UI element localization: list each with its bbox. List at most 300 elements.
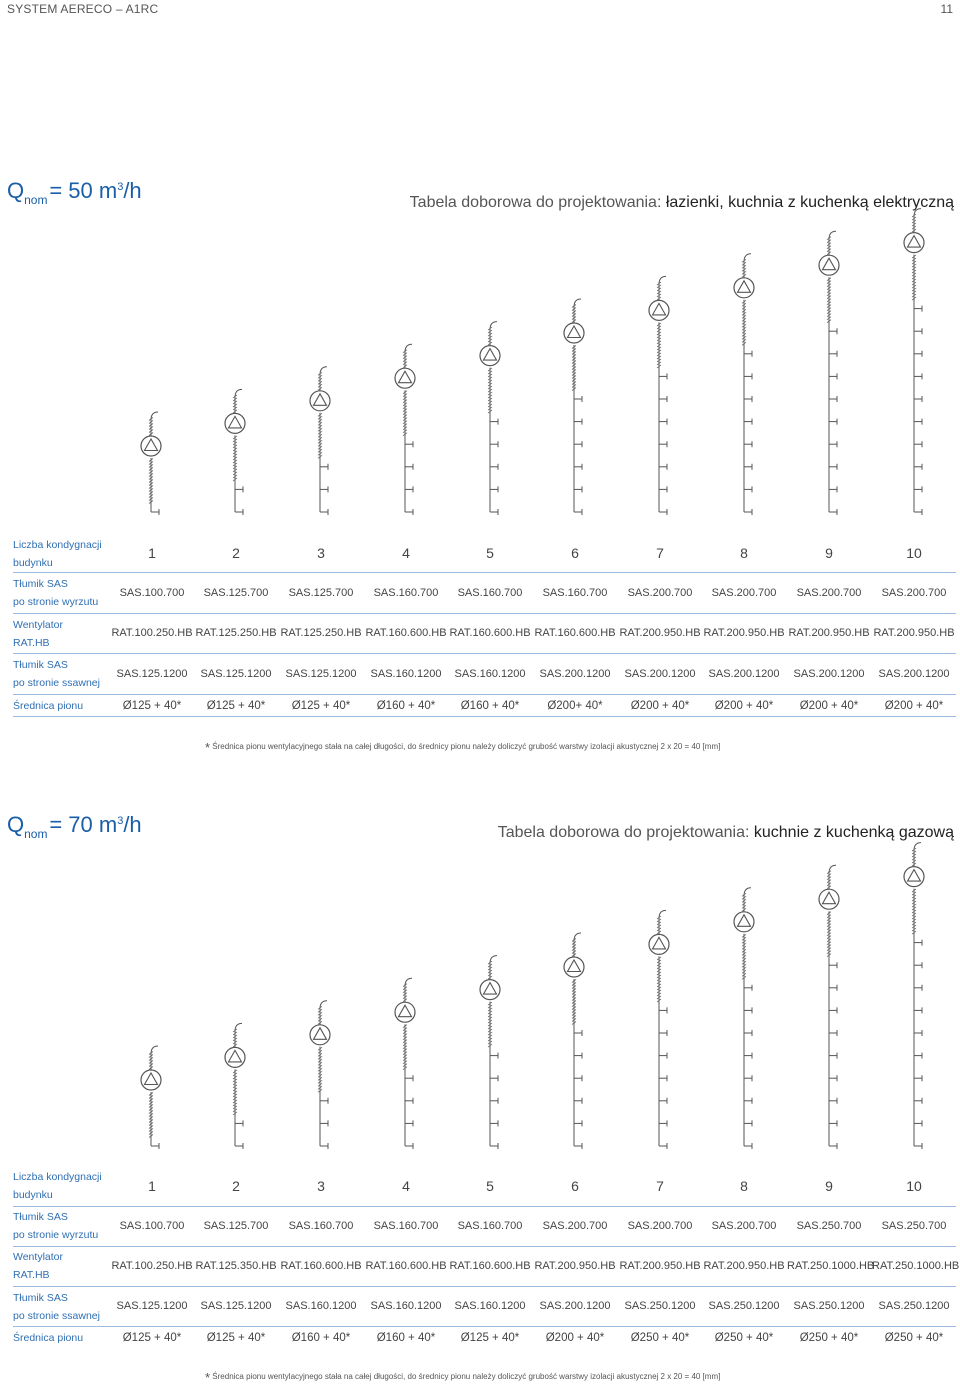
discharge-silencer-symbol (912, 843, 921, 867)
floor-count: 7 (656, 545, 664, 561)
divider (13, 1286, 956, 1287)
sas-in-cell: SAS.250.1200 (878, 1300, 950, 1312)
fan-symbol (904, 233, 924, 253)
floor-tick (744, 373, 752, 379)
floor-tick (659, 396, 667, 402)
riser-10 (904, 843, 924, 1149)
q-unit: /h (123, 178, 142, 203)
floor-tick (829, 464, 837, 470)
fan-cell: RAT.160.600.HB (449, 627, 531, 639)
floor-tick (829, 1053, 837, 1059)
diameter-cell: Ø200 + 40* (714, 700, 774, 712)
title-prefix: Tabela doborowa do projektowania: (409, 194, 666, 211)
floor-tick (914, 1007, 922, 1013)
footnote-text: Średnica pionu wentylacyjnego stała na całej długości, do średnicy pionu należy doliczyć grubość warstwy izolacji akustycznej 2 x 20 = 40 [mm] (212, 742, 721, 751)
fan-symbol (564, 323, 584, 343)
floor-tick (914, 1098, 922, 1104)
fan-symbol (395, 1002, 415, 1022)
fan-cell: RAT.100.250.HB (111, 1260, 193, 1272)
fan-cell: RAT.200.950.HB (534, 1260, 616, 1272)
floor-tick (320, 509, 328, 515)
label-line: po stronie ssawnej (13, 677, 100, 689)
diameter-cell: Ø125 + 40* (206, 700, 266, 712)
floor-count: 8 (740, 545, 748, 561)
floor-tick (744, 486, 752, 492)
diameter-cell: Ø160 + 40* (291, 1332, 351, 1344)
discharge-silencer-symbol (149, 412, 158, 436)
floor-tick (405, 1098, 413, 1104)
floor-tick (235, 509, 243, 515)
title-prefix: Tabela doborowa do projektowania: (497, 824, 754, 841)
discharge-silencer-symbol (827, 865, 836, 889)
sas-in-cell: SAS.160.1200 (454, 668, 526, 680)
sas-in-cell: SAS.125.1200 (200, 1300, 272, 1312)
label-line: Tłumik SAS (13, 578, 68, 590)
floor-count: 8 (740, 1178, 748, 1194)
fan-symbol (819, 889, 839, 909)
floor-tick (829, 328, 837, 334)
sas-out-cell: SAS.125.700 (203, 587, 269, 599)
floor-tick (659, 1007, 667, 1013)
floor-tick (744, 1098, 752, 1104)
discharge-silencer-symbol (827, 231, 836, 255)
label-line: budynku (13, 557, 53, 569)
floor-tick (151, 509, 159, 515)
q-subscript: nom (24, 193, 48, 207)
floor-tick (744, 441, 752, 447)
floor-tick (829, 419, 837, 425)
floor-count: 6 (571, 1178, 579, 1194)
discharge-silencer-symbol (233, 389, 242, 413)
sas-out-cell: SAS.200.700 (881, 587, 947, 599)
fan-cell: RAT.125.250.HB (280, 627, 362, 639)
page-number: 11 (940, 2, 953, 16)
footnote-text: Średnica pionu wentylacyjnego stała na całej długości, do średnicy pionu należy doliczyć grubość warstwy izolacji akustycznej 2 x 20 = 40 [mm] (212, 1372, 721, 1381)
floor-tick (914, 1120, 922, 1126)
sas-out-cell: SAS.200.700 (627, 587, 693, 599)
sas-out-cell: SAS.160.700 (288, 1220, 354, 1232)
floor-tick (490, 1120, 498, 1126)
label-line: Liczba kondygnacji (13, 1171, 102, 1183)
diameter-cell: Ø125 + 40* (122, 700, 182, 712)
floor-tick (405, 1143, 413, 1149)
floor-tick (659, 486, 667, 492)
diameter-cell: Ø200 + 40* (799, 700, 859, 712)
label-floors (13, 536, 102, 572)
fan-symbol (480, 346, 500, 366)
discharge-silencer-symbol (912, 209, 921, 233)
floor-tick (744, 1120, 752, 1126)
diameter-cell: Ø200 + 40* (630, 700, 690, 712)
divider (13, 1246, 956, 1247)
sas-out-cell: SAS.200.700 (711, 1220, 777, 1232)
divider (13, 572, 956, 573)
label-diameter: Średnica pionu (13, 700, 84, 712)
fan-symbol (310, 1025, 330, 1045)
sas-in-cell: SAS.200.1200 (539, 1300, 611, 1312)
floor-tick (914, 985, 922, 991)
floor-tick (829, 1098, 837, 1104)
riser-6 (564, 299, 584, 515)
diameter-cell: Ø160 + 40* (376, 1332, 436, 1344)
sas-in-cell: SAS.200.1200 (708, 668, 780, 680)
floor-tick (914, 1143, 922, 1149)
floor-tick (744, 464, 752, 470)
sas-out-cell: SAS.160.700 (457, 587, 523, 599)
floor-tick (490, 1143, 498, 1149)
sas-out-cell: SAS.125.700 (288, 587, 354, 599)
floor-tick (574, 1030, 582, 1036)
title-emphasis: łazienki, kuchnia z kuchenką elektryczną (665, 194, 954, 211)
sas-out-cell: SAS.160.700 (373, 1220, 439, 1232)
sas-in-cell: SAS.200.1200 (539, 668, 611, 680)
sas-in-cell: SAS.160.1200 (454, 1300, 526, 1312)
floor-tick (151, 1143, 159, 1149)
floor-tick (490, 1053, 498, 1059)
floor-tick (320, 486, 328, 492)
divider (13, 1206, 956, 1207)
floor-tick (490, 509, 498, 515)
discharge-silencer-symbol (657, 276, 666, 300)
floor-tick (914, 509, 922, 515)
riser-4 (395, 978, 415, 1149)
sas-out-cell: SAS.160.700 (373, 587, 439, 599)
fan-symbol (649, 934, 669, 954)
floor-tick (490, 464, 498, 470)
sas-out-cell: SAS.200.700 (711, 587, 777, 599)
discharge-silencer-symbol (318, 367, 327, 391)
floor-tick (659, 1143, 667, 1149)
riser-9 (819, 865, 839, 1149)
diameter-cell: Ø250 + 40* (714, 1332, 774, 1344)
floor-tick (320, 464, 328, 470)
floor-tick (574, 419, 582, 425)
fan-cell: RAT.160.600.HB (449, 1260, 531, 1272)
fan-cell: RAT.200.950.HB (619, 627, 701, 639)
fan-cell: RAT.160.600.HB (280, 1260, 362, 1272)
sas-out-cell: SAS.250.700 (796, 1220, 862, 1232)
floor-tick (744, 1143, 752, 1149)
floor-count: 7 (656, 1178, 664, 1194)
sas-in-cell: SAS.250.1200 (624, 1300, 696, 1312)
label-sas-in (13, 656, 100, 692)
diameter-cell: Ø200 + 40* (884, 700, 944, 712)
sas-out-cell: SAS.125.700 (203, 1220, 269, 1232)
title-emphasis: kuchnie z kuchenką gazową (753, 824, 954, 841)
discharge-silencer-symbol (318, 1001, 327, 1025)
divider (13, 694, 956, 695)
floor-tick (320, 1098, 328, 1104)
floor-tick (914, 464, 922, 470)
floor-tick (829, 486, 837, 492)
floor-tick (829, 1007, 837, 1013)
label-floors (13, 1168, 102, 1204)
sas-in-cell: SAS.160.1200 (370, 1300, 442, 1312)
floor-tick (744, 419, 752, 425)
floor-count: 1 (148, 1178, 156, 1194)
label-line: Wentylator (13, 619, 63, 631)
floor-tick (829, 1030, 837, 1036)
riser-5 (480, 956, 500, 1149)
riser-3 (310, 367, 330, 515)
sas-in-cell: SAS.125.1200 (285, 668, 357, 680)
floor-tick (490, 1075, 498, 1081)
label-line: po stronie ssawnej (13, 1310, 100, 1322)
floor-tick (744, 985, 752, 991)
floor-tick (574, 464, 582, 470)
fan-symbol (141, 436, 161, 456)
riser-3 (310, 1001, 330, 1149)
riser-8 (734, 888, 754, 1149)
divider (13, 1326, 956, 1327)
sas-in-cell: SAS.125.1200 (116, 668, 188, 680)
floor-tick (829, 373, 837, 379)
floor-count: 9 (825, 1178, 833, 1194)
floor-tick (235, 1143, 243, 1149)
fan-cell: RAT.160.600.HB (365, 1260, 447, 1272)
fan-symbol (904, 867, 924, 887)
floor-tick (914, 396, 922, 402)
label-fan (13, 616, 63, 652)
discharge-silencer-symbol (572, 299, 581, 323)
riser-1 (141, 1046, 161, 1149)
sas-out-cell: SAS.250.700 (881, 1220, 947, 1232)
floor-tick (914, 328, 922, 334)
divider (13, 613, 956, 614)
fan-symbol (734, 278, 754, 298)
floor-tick (744, 1007, 752, 1013)
floor-tick (744, 1075, 752, 1081)
floor-tick (829, 1075, 837, 1081)
label-line: RAT.HB (13, 1269, 50, 1281)
floor-count: 3 (317, 545, 325, 561)
floor-tick (490, 1098, 498, 1104)
riser-6 (564, 933, 584, 1149)
floor-tick (659, 1120, 667, 1126)
sas-in-cell: SAS.250.1200 (708, 1300, 780, 1312)
fan-cell: RAT.125.350.HB (195, 1260, 277, 1272)
q-unit: /h (123, 812, 142, 837)
floor-tick (829, 351, 837, 357)
floor-count: 9 (825, 545, 833, 561)
diameter-cell: Ø160 + 40* (376, 700, 436, 712)
floor-count: 5 (486, 545, 494, 561)
fan-symbol (819, 255, 839, 275)
floor-tick (574, 509, 582, 515)
floor-tick (405, 1075, 413, 1081)
diameter-cell: Ø250 + 40* (630, 1332, 690, 1344)
floor-count: 4 (402, 545, 410, 561)
floor-tick (914, 940, 922, 946)
q-unit-exponent: 3 (117, 181, 124, 193)
discharge-silencer-symbol (403, 344, 412, 368)
floor-tick (574, 1053, 582, 1059)
fan-symbol (141, 1070, 161, 1090)
floor-tick (659, 419, 667, 425)
fan-symbol (395, 368, 415, 388)
discharge-silencer-symbol (488, 322, 497, 346)
floor-tick (405, 464, 413, 470)
diameter-cell: Ø125 + 40* (460, 1332, 520, 1344)
floor-tick (744, 351, 752, 357)
sas-in-cell: SAS.200.1200 (878, 668, 950, 680)
floor-count: 2 (232, 545, 240, 561)
diameter-cell: Ø160 + 40* (460, 700, 520, 712)
page-header (0, 0, 960, 18)
floor-tick (659, 441, 667, 447)
floor-tick (659, 1030, 667, 1036)
divider (13, 653, 956, 654)
footnote-1 (205, 740, 720, 755)
riser-2 (225, 1023, 245, 1149)
riser-1 (141, 412, 161, 515)
fan-cell: RAT.200.950.HB (703, 1260, 785, 1272)
floor-tick (914, 373, 922, 379)
floor-tick (914, 419, 922, 425)
floor-tick (914, 441, 922, 447)
fan-cell: RAT.100.250.HB (111, 627, 193, 639)
floor-tick (574, 396, 582, 402)
discharge-silencer-symbol (742, 888, 751, 912)
floor-tick (914, 1030, 922, 1036)
label-line: po stronie wyrzutu (13, 596, 99, 608)
discharge-silencer-symbol (742, 254, 751, 278)
floor-tick (829, 985, 837, 991)
q-symbol: Q (7, 178, 25, 203)
diameter-cell: Ø125 + 40* (122, 1332, 182, 1344)
label-line: Tłumik SAS (13, 1292, 68, 1304)
floor-tick (914, 351, 922, 357)
riser-10 (904, 209, 924, 515)
floor-tick (659, 1053, 667, 1059)
floor-tick (405, 509, 413, 515)
label-line: Tłumik SAS (13, 659, 68, 671)
floor-tick (405, 1120, 413, 1126)
q-subscript: nom (24, 827, 48, 841)
floor-tick (829, 509, 837, 515)
sas-in-cell: SAS.160.1200 (370, 668, 442, 680)
riser-diagram-2 (0, 856, 960, 1156)
sas-out-cell: SAS.100.700 (119, 1220, 185, 1232)
floor-tick (914, 306, 922, 312)
floor-tick (829, 396, 837, 402)
document-title: SYSTEM AERECO – A1RC (7, 2, 159, 16)
sas-in-cell: SAS.125.1200 (116, 1300, 188, 1312)
floor-count: 10 (906, 1178, 922, 1194)
floor-tick (659, 464, 667, 470)
discharge-silencer-symbol (403, 978, 412, 1002)
riser-8 (734, 254, 754, 515)
fan-cell: RAT.200.950.HB (788, 627, 870, 639)
floor-tick (744, 1030, 752, 1036)
table-title-2 (498, 824, 954, 842)
label-line: Wentylator (13, 1251, 63, 1263)
sas-in-cell: SAS.125.1200 (200, 668, 272, 680)
nominal-flow-heading-2 (7, 812, 142, 841)
fan-symbol (225, 413, 245, 433)
divider (13, 716, 956, 717)
footnote-asterisk: * (205, 1370, 211, 1385)
nominal-flow-heading-1 (7, 178, 142, 207)
diameter-cell: Ø200+ 40* (547, 700, 603, 712)
floor-tick (490, 419, 498, 425)
table-title-1 (410, 194, 954, 212)
q-value: = 70 m (49, 812, 118, 837)
floor-count: 10 (906, 545, 922, 561)
sas-out-cell: SAS.200.700 (627, 1220, 693, 1232)
floor-tick (235, 486, 243, 492)
floor-tick (405, 441, 413, 447)
fan-symbol (649, 300, 669, 320)
discharge-silencer-symbol (572, 933, 581, 957)
floor-count: 2 (232, 1178, 240, 1194)
riser-7 (649, 910, 669, 1149)
floor-count: 5 (486, 1178, 494, 1194)
floor-tick (744, 396, 752, 402)
floor-tick (659, 1098, 667, 1104)
riser-5 (480, 322, 500, 515)
label-sas-out (13, 1208, 98, 1244)
label-line: Tłumik SAS (13, 1211, 68, 1223)
label-line: budynku (13, 1189, 53, 1201)
floor-tick (914, 486, 922, 492)
fan-cell: RAT.200.950.HB (873, 627, 955, 639)
floor-tick (574, 1120, 582, 1126)
floor-tick (914, 1053, 922, 1059)
diameter-cell: Ø250 + 40* (884, 1332, 944, 1344)
sas-out-cell: SAS.200.700 (542, 1220, 608, 1232)
fan-symbol (480, 980, 500, 1000)
floor-tick (320, 1120, 328, 1126)
discharge-silencer-symbol (149, 1046, 158, 1070)
floor-count: 6 (571, 545, 579, 561)
floor-tick (235, 1120, 243, 1126)
floor-tick (320, 1143, 328, 1149)
riser-2 (225, 389, 245, 515)
sas-in-cell: SAS.160.1200 (285, 1300, 357, 1312)
q-symbol: Q (7, 812, 25, 837)
floor-tick (829, 441, 837, 447)
fan-cell: RAT.200.950.HB (703, 627, 785, 639)
floor-tick (490, 486, 498, 492)
floor-tick (914, 1075, 922, 1081)
discharge-silencer-symbol (657, 910, 666, 934)
sas-out-cell: SAS.160.700 (457, 1220, 523, 1232)
fan-cell: RAT.125.250.HB (195, 627, 277, 639)
q-unit-exponent: 3 (117, 815, 124, 827)
floor-tick (659, 1075, 667, 1081)
label-sas-in (13, 1289, 100, 1325)
diameter-cell: Ø200 + 40* (545, 1332, 605, 1344)
label-line: po stronie wyrzutu (13, 1229, 99, 1241)
fan-cell: RAT.250.1000.HB (787, 1260, 875, 1272)
q-value: = 50 m (49, 178, 118, 203)
riser-4 (395, 344, 415, 515)
floor-tick (659, 373, 667, 379)
fan-cell: RAT.200.950.HB (619, 1260, 701, 1272)
diameter-cell: Ø250 + 40* (799, 1332, 859, 1344)
sas-out-cell: SAS.100.700 (119, 587, 185, 599)
riser-9 (819, 231, 839, 515)
floor-count: 4 (402, 1178, 410, 1194)
sas-in-cell: SAS.200.1200 (793, 668, 865, 680)
floor-tick (574, 486, 582, 492)
floor-count: 3 (317, 1178, 325, 1194)
floor-tick (744, 1053, 752, 1059)
riser-diagram-1 (0, 222, 960, 522)
floor-tick (829, 1143, 837, 1149)
floor-tick (574, 1075, 582, 1081)
